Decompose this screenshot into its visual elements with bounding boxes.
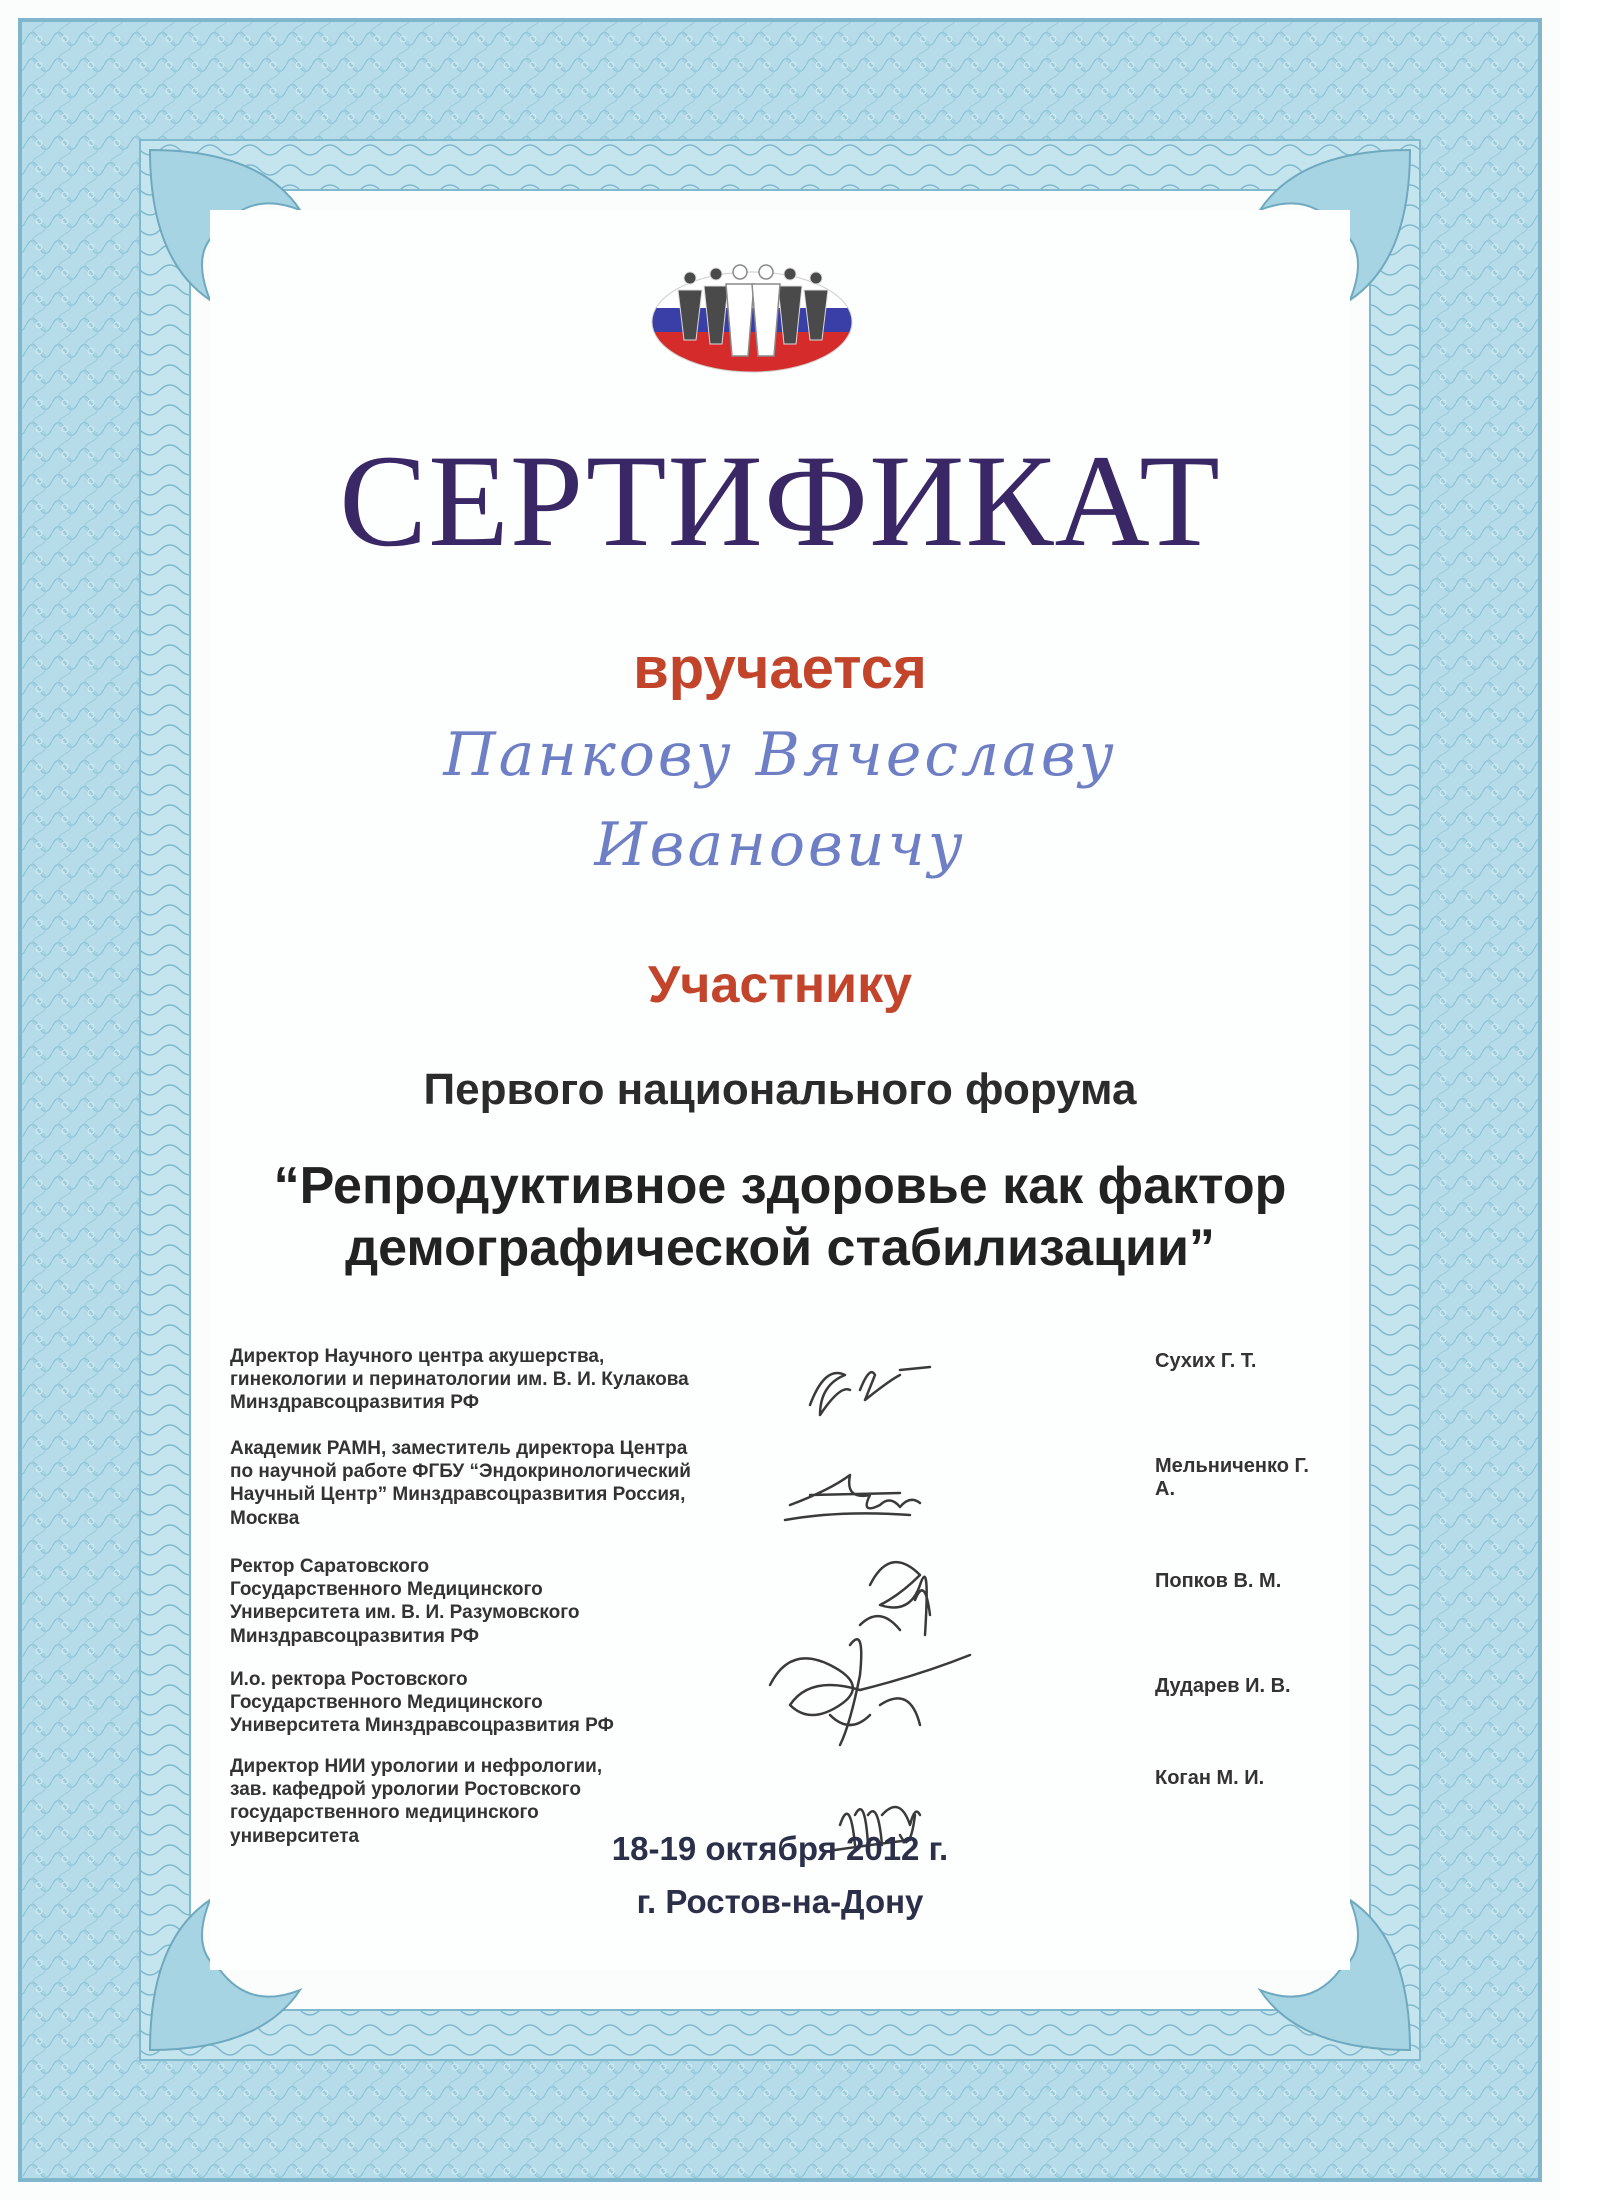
position-line: Университета Минздравсоцразвития РФ (230, 1715, 614, 1737)
certificate-content (210, 210, 1350, 1970)
position-line: Научный Центр” Минздравсоцразвития Россия, (230, 1484, 686, 1506)
position-line: Директор Научного центра акушерства, (230, 1346, 605, 1367)
signatory-name: Мельниченко Г. А. (1155, 1455, 1309, 1500)
awarded-label: вручается (633, 636, 927, 701)
position-line: Государственного Медицинского (230, 1579, 543, 1601)
signature-1 (810, 1367, 930, 1415)
recipient-role: Участнику (647, 956, 913, 1014)
event-date: 18-19 октября 2012 г. (611, 1830, 949, 1867)
certificate-title: СЕРТИФИКАТ (339, 427, 1221, 574)
signatory-position (230, 1437, 750, 1530)
signatory-name: Дударев И. В. (1155, 1675, 1291, 1697)
recipient-name-line2: Ивановичу (594, 810, 966, 880)
position-line: Минздравсоцразвития РФ (230, 1625, 479, 1647)
position-line: Москва (230, 1507, 300, 1529)
position-line: гинекологии и перинатологии им. В. И. Кулакова (230, 1369, 689, 1391)
signature-2 (785, 1475, 920, 1520)
position-line: университета (230, 1825, 360, 1847)
forum-theme-line2: демографической стабилизации” (345, 1219, 1215, 1278)
forum-theme-line1: “Репродуктивное здоровье как фактор (273, 1157, 1287, 1215)
signatory-position (230, 1345, 750, 1415)
position-line: государственного медицинского (230, 1802, 539, 1824)
signatory-position (230, 1555, 750, 1648)
signature-4 (770, 1639, 970, 1745)
position-line: Академик РАМН, заместитель директора Центра (230, 1438, 688, 1459)
position-line: Университета им. В. И. Разумовского (230, 1602, 580, 1624)
position-line: Директор НИИ урологии и нефрологии, (230, 1756, 603, 1777)
position-line: И.о. ректора Ростовского (230, 1669, 468, 1690)
event-city: г. Ростов-на-Дону (636, 1883, 924, 1920)
position-line: по научной работе ФГБУ “Эндокринологический (230, 1461, 691, 1483)
signatory-position (230, 1668, 750, 1738)
position-line: Ректор Саратовского (230, 1556, 430, 1577)
signatory-name: Попков В. М. (1155, 1570, 1282, 1592)
position-line: Минздравсоцразвития РФ (230, 1392, 479, 1414)
position-line: Государственного Медицинского (230, 1692, 543, 1714)
forum-theme (210, 1155, 1350, 1280)
position-line: зав. кафедрой урологии Ростовского (230, 1779, 581, 1801)
signature-3 (860, 1562, 930, 1635)
signatory-name: Сухих Г. Т. (1155, 1350, 1257, 1372)
recipient-name-line1: Панкову Вячеславу (443, 720, 1117, 790)
signatory-name: Коган М. И. (1155, 1767, 1265, 1789)
forum-logo (650, 260, 855, 375)
forum-title: Первого национального форума (423, 1065, 1137, 1114)
